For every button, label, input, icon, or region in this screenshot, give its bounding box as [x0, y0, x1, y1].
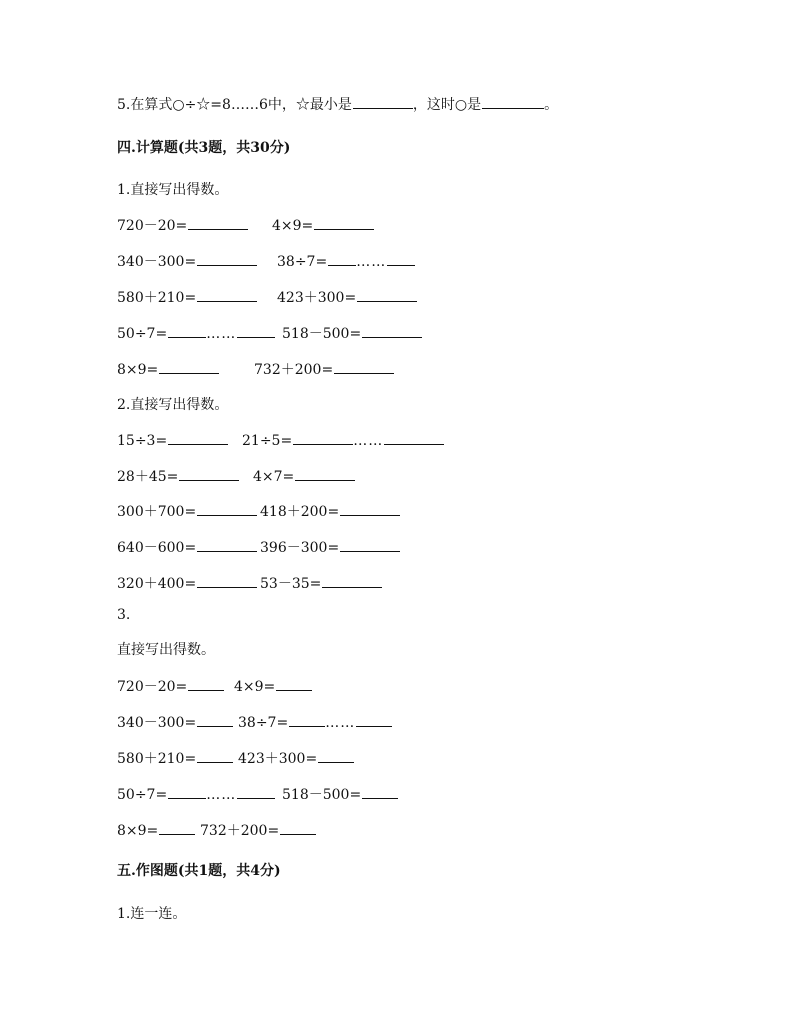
answer-blank — [362, 322, 422, 338]
ellipsis: …… — [353, 433, 384, 449]
answer-blank — [328, 250, 356, 266]
answer-blank — [159, 358, 219, 374]
answer-blank — [340, 536, 400, 552]
answer-blank — [276, 675, 312, 691]
answer-blank — [188, 214, 248, 230]
expression: 580＋210= — [117, 290, 197, 306]
answer-blank — [197, 572, 257, 588]
expression: 396－300= — [260, 540, 340, 556]
answer-blank — [197, 250, 257, 266]
expression: 580＋210= — [117, 751, 197, 767]
ellipsis: …… — [206, 787, 237, 803]
answer-blank — [289, 711, 325, 727]
answer-blank — [334, 358, 394, 374]
expression: 340－300= — [117, 254, 197, 270]
answer-blank — [159, 819, 195, 835]
answer-blank — [293, 429, 353, 445]
question-5-prefix: 5.在算式○÷☆=8……6中，☆最小是 — [117, 97, 352, 113]
section-5-question-1: 1.连一连。 — [117, 906, 187, 922]
answer-blank — [168, 783, 206, 799]
expression: 732＋200= — [200, 823, 280, 839]
expression: 15÷3= — [117, 433, 168, 449]
answer-blank — [197, 536, 257, 552]
answer-blank — [237, 783, 275, 799]
question-1-title: 1.直接写出得数。 — [117, 182, 229, 198]
ellipsis: …… — [206, 326, 237, 342]
expression: 28＋45= — [117, 469, 179, 485]
expression: 4×9= — [234, 679, 276, 695]
answer-blank — [318, 747, 354, 763]
expression: 50÷7= — [117, 326, 168, 342]
answer-blank — [340, 500, 400, 516]
question-5 — [117, 92, 558, 118]
expression: 38÷7= — [277, 254, 328, 270]
expression: 21÷5= — [242, 433, 293, 449]
section-5-title: 五.作图题(共1题，共4分) — [117, 863, 281, 879]
expression: 720－20= — [117, 218, 188, 234]
expression: 423＋300= — [277, 290, 357, 306]
expression: 518－500= — [282, 326, 362, 342]
expression: 53－35= — [260, 576, 322, 592]
expression: 418＋200= — [260, 504, 340, 520]
expression: 300＋700= — [117, 504, 197, 520]
answer-blank — [353, 93, 413, 109]
expression: 50÷7= — [117, 787, 168, 803]
answer-blank — [179, 465, 239, 481]
answer-blank — [482, 93, 544, 109]
answer-blank — [357, 286, 417, 302]
expression: 320＋400= — [117, 576, 197, 592]
answer-blank — [295, 465, 355, 481]
question-3-number: 3. — [117, 607, 131, 623]
question-5-end: 。 — [544, 97, 559, 113]
question-3-title: 直接写出得数。 — [117, 642, 215, 658]
answer-blank — [197, 500, 257, 516]
answer-blank — [356, 711, 392, 727]
expression: 518－500= — [282, 787, 362, 803]
answer-blank — [188, 675, 224, 691]
expression: 38÷7= — [238, 715, 289, 731]
expression: 720－20= — [117, 679, 188, 695]
expression: 4×7= — [253, 469, 295, 485]
expression: 732＋200= — [254, 362, 334, 378]
answer-blank — [197, 747, 233, 763]
expression: 4×9= — [272, 218, 314, 234]
ellipsis: …… — [356, 254, 387, 270]
answer-blank — [362, 783, 398, 799]
question-5-middle: ，这时○是 — [412, 97, 482, 113]
answer-blank — [384, 429, 444, 445]
expression: 423＋300= — [238, 751, 318, 767]
section-4-title: 四.计算题(共3题，共30分) — [117, 140, 291, 156]
answer-blank — [197, 286, 257, 302]
answer-blank — [314, 214, 374, 230]
answer-blank — [237, 322, 275, 338]
answer-blank — [387, 250, 415, 266]
expression: 640－600= — [117, 540, 197, 556]
question-2-title: 2.直接写出得数。 — [117, 397, 229, 413]
expression: 340－300= — [117, 715, 197, 731]
expression: 8×9= — [117, 823, 159, 839]
expression: 8×9= — [117, 362, 159, 378]
answer-blank — [322, 572, 382, 588]
ellipsis: …… — [325, 715, 356, 731]
answer-blank — [280, 819, 316, 835]
answer-blank — [168, 429, 228, 445]
answer-blank — [197, 711, 233, 727]
answer-blank — [168, 322, 206, 338]
